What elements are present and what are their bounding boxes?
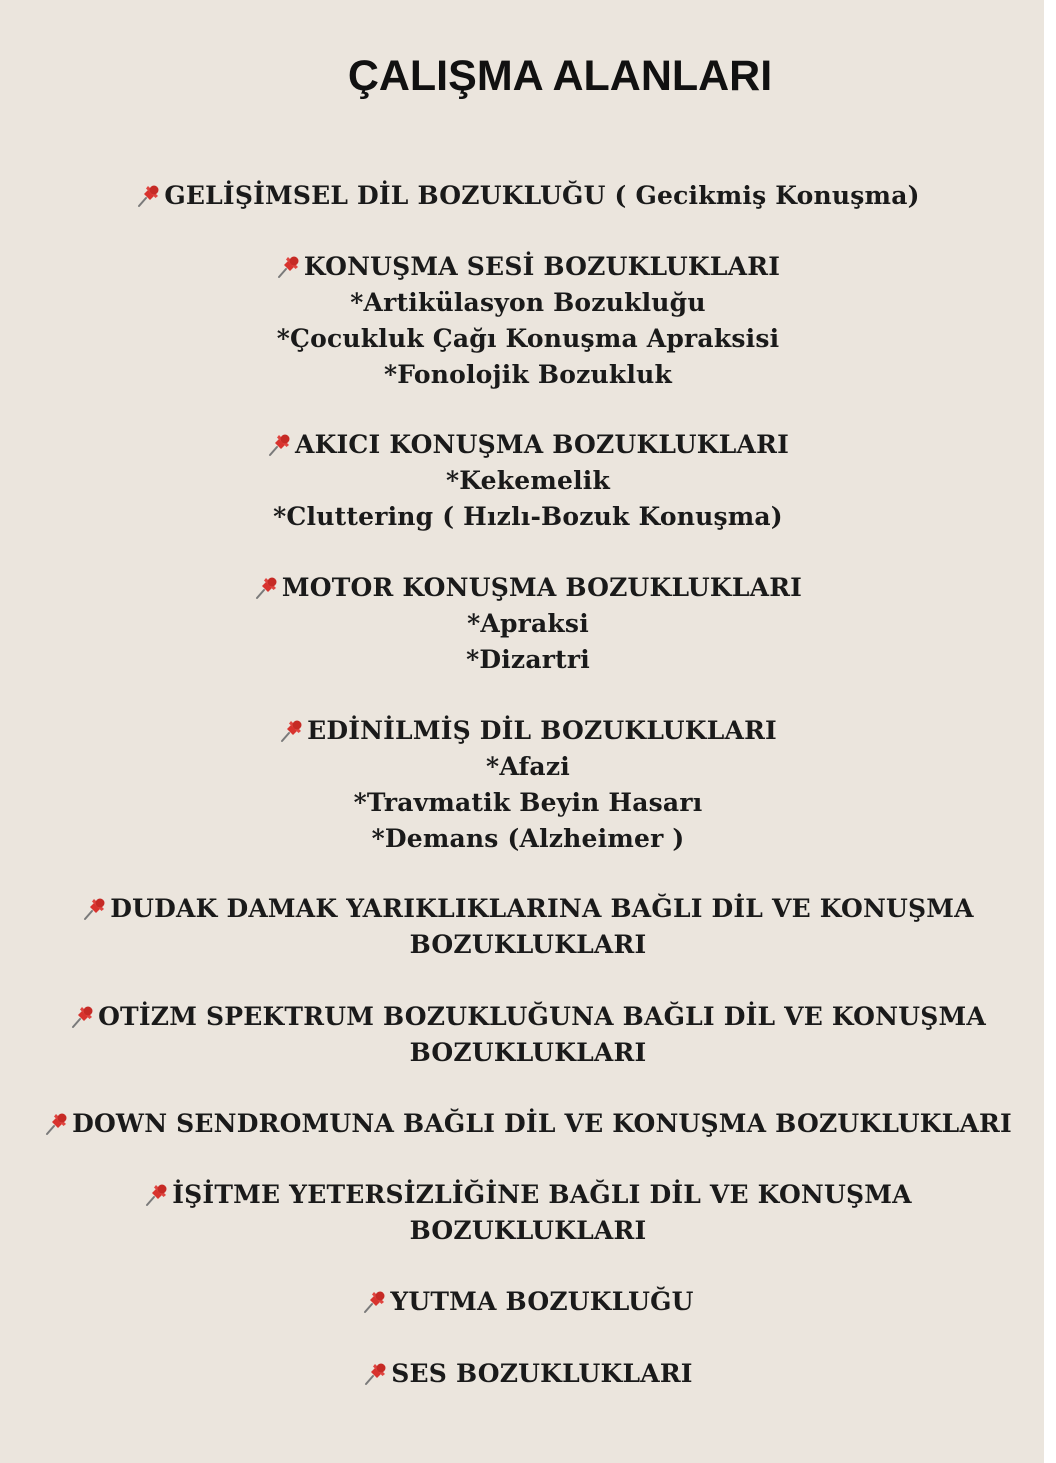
list-item: *Artikülasyon Bozukluğu	[350, 288, 706, 317]
section-heading-line	[0, 1284, 1056, 1320]
section-heading-cont: BOZUKLUKLARI	[409, 1216, 647, 1245]
list-item: *Apraksi	[467, 609, 589, 638]
pushpin-icon	[267, 431, 293, 457]
pushpin-icon	[254, 574, 280, 600]
section-heading: İŞİTME YETERSİZLİĞİNE BAĞLI DİL VE KONUŞMA	[172, 1180, 912, 1209]
section-heading: OTİZM SPEKTRUM BOZUKLUĞUNA BAĞLI DİL VE KONUŞMA	[98, 1002, 986, 1031]
section-autism-spectrum	[0, 999, 1056, 1071]
section-swallowing	[0, 1284, 1056, 1320]
list-item: *Kekemelik	[445, 466, 611, 495]
pushpin-icon	[276, 253, 302, 279]
pushpin-icon	[144, 1181, 170, 1207]
section-heading-line	[0, 999, 1056, 1035]
section-developmental-language	[0, 178, 1056, 214]
section-heading: GELİŞİMSEL DİL BOZUKLUĞU ( Gecikmiş Konuşma)	[164, 181, 920, 210]
section-heading: SES BOZUKLUKLARI	[391, 1359, 693, 1388]
section-motor-speech	[0, 570, 1056, 678]
section-heading-line	[0, 1356, 1056, 1392]
pushpin-icon	[82, 895, 108, 921]
section-heading-line	[0, 249, 1056, 285]
list-item: *Fonolojik Bozukluk	[383, 360, 673, 389]
list-item: *Travmatik Beyin Hasarı	[353, 788, 703, 817]
pushpin-icon	[363, 1360, 389, 1386]
section-heading: MOTOR KONUŞMA BOZUKLUKLARI	[281, 573, 803, 602]
page-title: ÇALIŞMA ALANLARI	[347, 52, 773, 100]
list-item: *Cluttering ( Hızlı-Bozuk Konuşma)	[273, 502, 783, 531]
section-heading: KONUŞMA SESİ BOZUKLUKLARI	[303, 252, 781, 281]
section-heading: AKICI KONUŞMA BOZUKLUKLARI	[295, 430, 789, 459]
pushpin-icon	[70, 1003, 96, 1029]
list-item: *Demans (Alzheimer )	[371, 824, 685, 853]
section-acquired-language	[0, 713, 1056, 857]
pushpin-icon	[136, 182, 162, 208]
pushpin-icon	[44, 1110, 70, 1136]
section-heading-line	[0, 570, 1056, 606]
section-heading-line	[0, 1106, 1056, 1142]
list-item: *Afazi	[486, 752, 570, 781]
section-heading-cont: BOZUKLUKLARI	[409, 1038, 647, 1067]
list-item: *Dizartri	[466, 645, 590, 674]
section-heading: EDİNİLMİŞ DİL BOZUKLUKLARI	[307, 716, 777, 745]
section-heading-line	[0, 891, 1056, 927]
section-hearing-impairment	[0, 1177, 1056, 1249]
section-down-syndrome	[0, 1106, 1056, 1142]
section-fluency	[0, 427, 1056, 535]
section-heading-line	[0, 713, 1056, 749]
section-heading: DOWN SENDROMUNA BAĞLI DİL VE KONUŞMA BOZUKLUKLARI	[72, 1109, 1012, 1138]
section-voice	[0, 1356, 1056, 1392]
section-cleft-lip-palate	[0, 891, 1056, 963]
section-heading-line	[0, 1177, 1056, 1213]
pushpin-icon	[362, 1288, 388, 1314]
list-item: *Çocukluk Çağı Konuşma Apraksisi	[276, 324, 780, 353]
section-heading: DUDAK DAMAK YARIKLIKLARINA BAĞLI DİL VE KONUŞMA	[110, 894, 974, 923]
section-heading-line	[0, 178, 1056, 214]
section-speech-sound	[0, 249, 1056, 393]
section-heading-cont: BOZUKLUKLARI	[409, 930, 647, 959]
section-heading-line	[0, 427, 1056, 463]
pushpin-icon	[279, 717, 305, 743]
section-heading: YUTMA BOZUKLUĞU	[390, 1287, 694, 1316]
